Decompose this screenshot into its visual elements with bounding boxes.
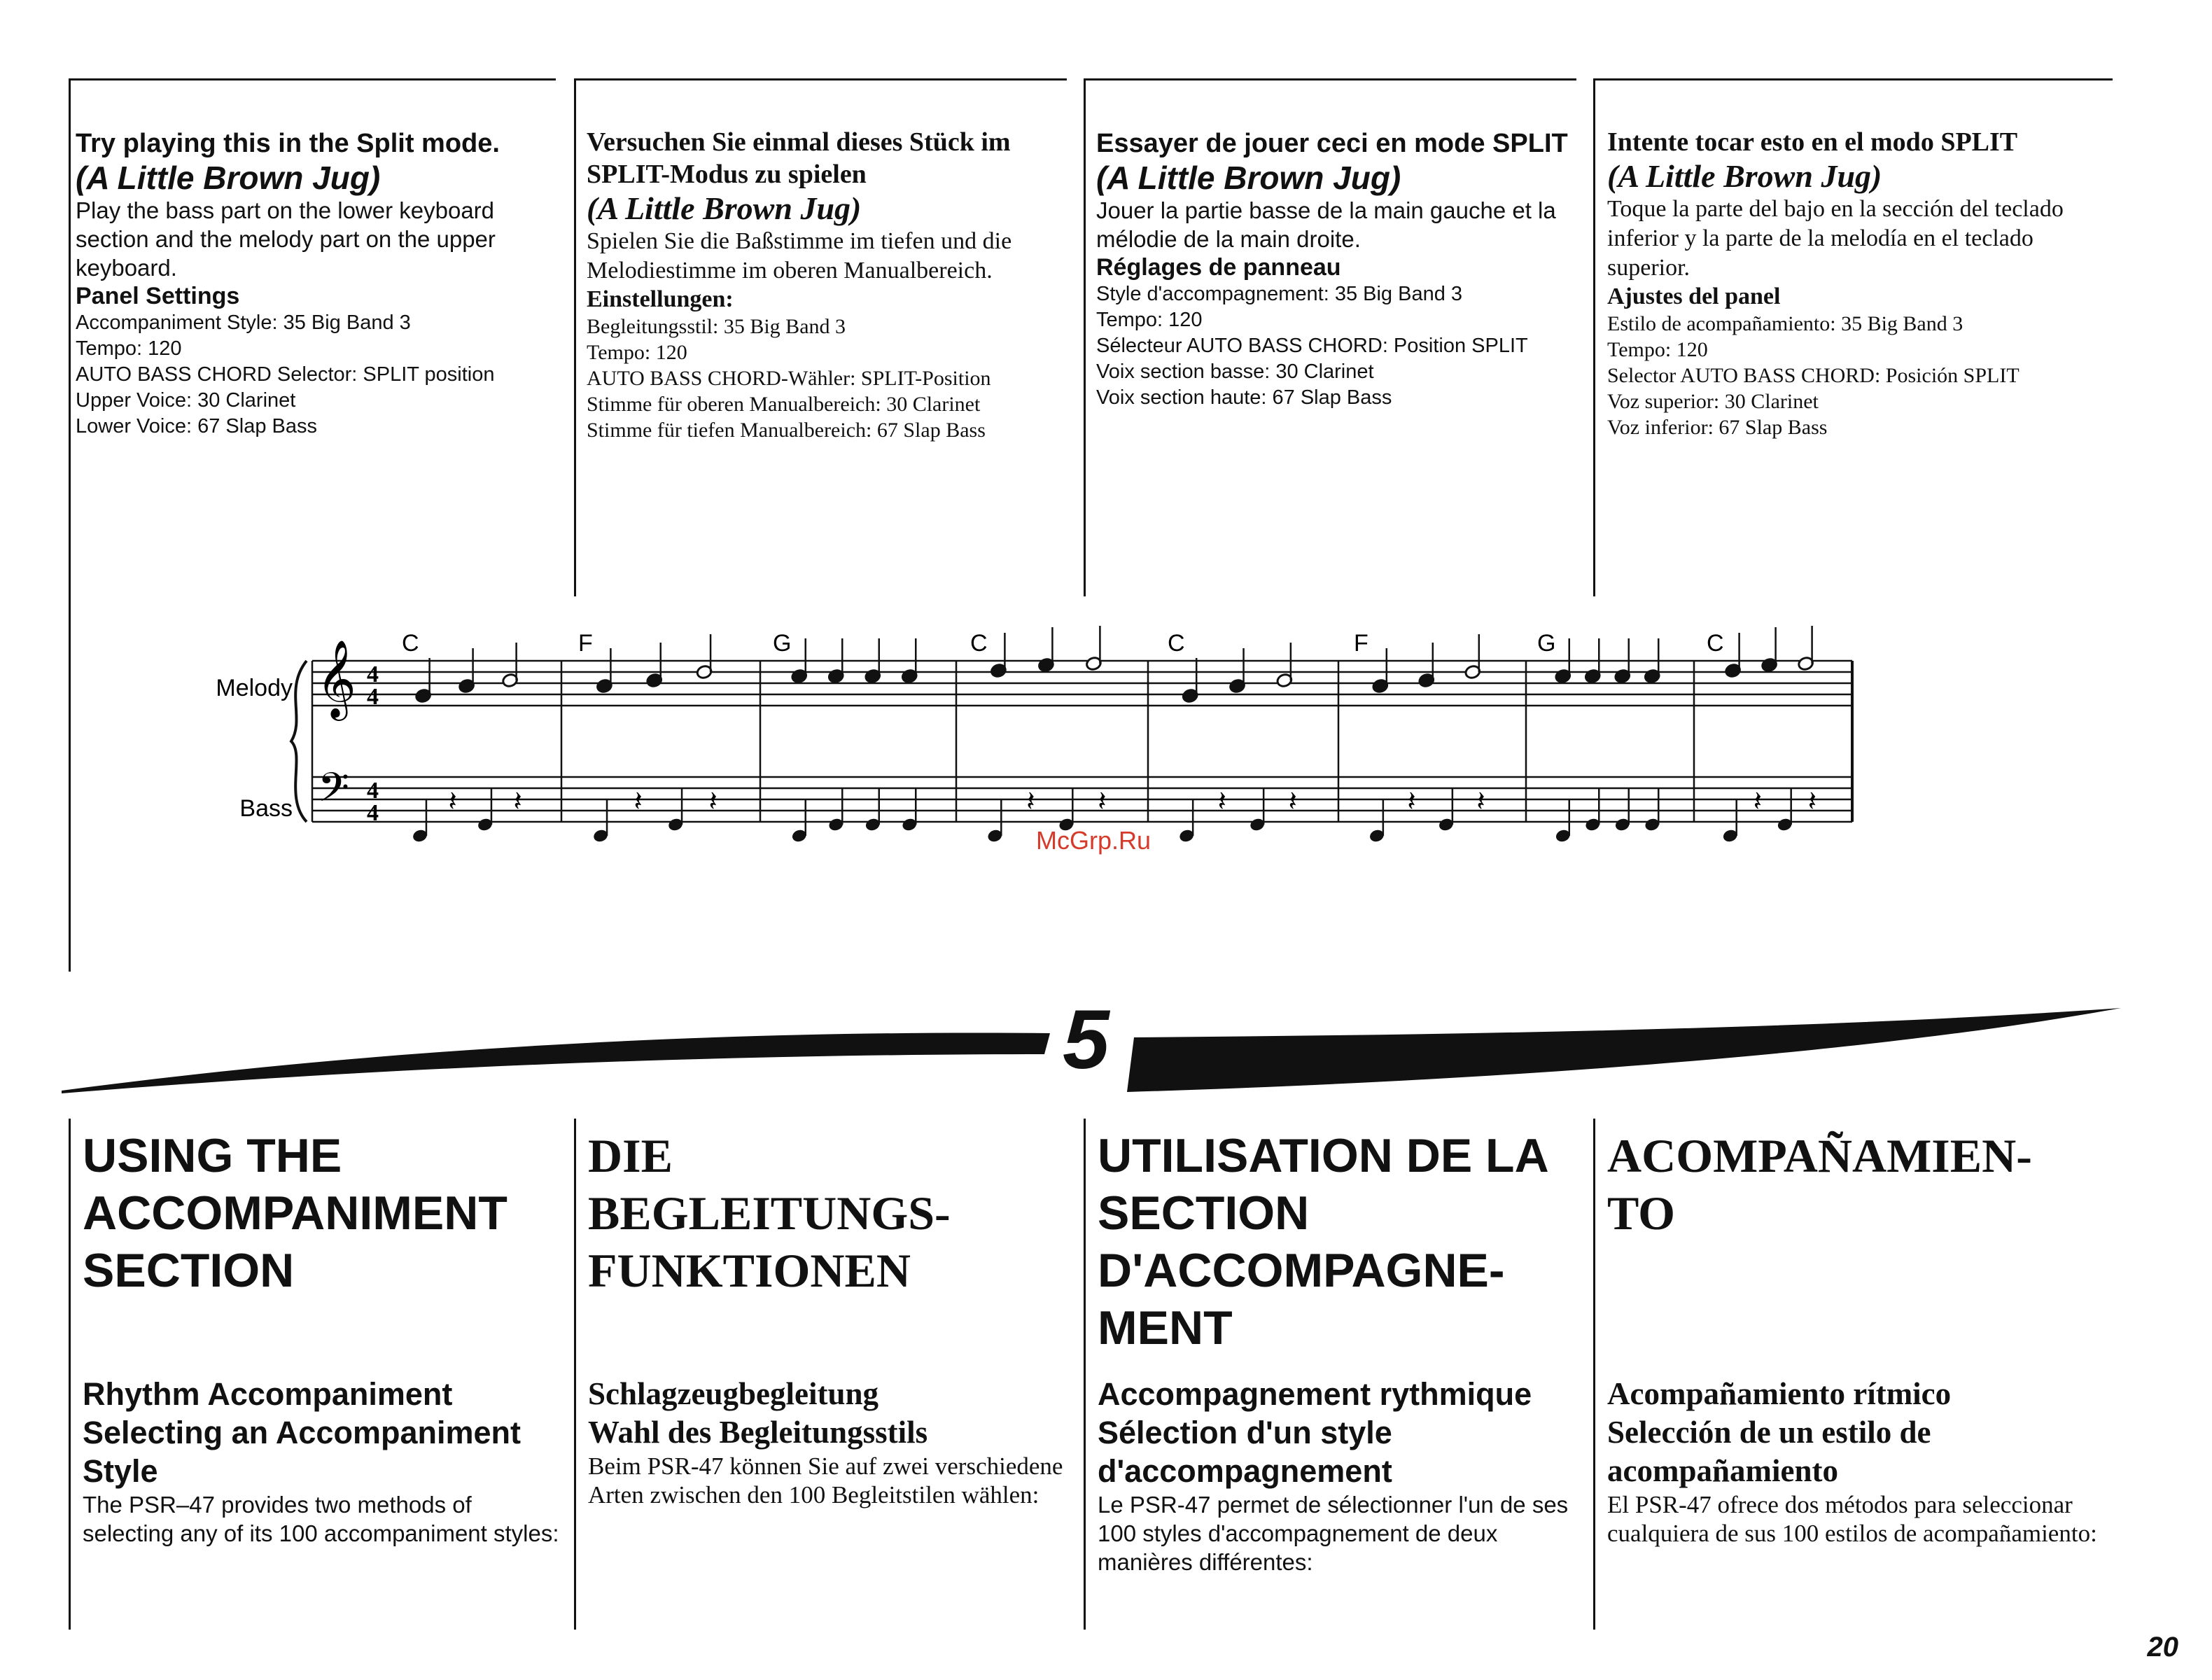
section-sub-fr-1: Accompagnement rythmique (1098, 1376, 1532, 1412)
section-title-de-1: DIE (588, 1129, 673, 1182)
section-title-es (1607, 1127, 2111, 1242)
setting-upper-fr: Voix section haute: 67 Slap Bass (1096, 386, 1392, 409)
section-title-en-3: SECTION (83, 1244, 295, 1297)
setting-style-en: Accompaniment Style: 35 Big Band 3 (76, 312, 411, 334)
settings-heading-fr: Réglages de panneau (1096, 254, 1341, 281)
setting-upper-en: Upper Voice: 30 Clarinet (76, 389, 296, 412)
section-title-fr-1: UTILISATION DE LA (1098, 1129, 1549, 1182)
song-title-es: (A Little Brown Jug) (1607, 158, 1882, 194)
treble-time-top: 4 (367, 662, 379, 687)
bass-rest: 𝄽 (1407, 785, 1416, 818)
setting-lower-de: Stimme für tiefen Manualbereich: 67 Slap Bass (587, 419, 986, 442)
bass-rest: 𝄽 (1807, 785, 1816, 818)
setting-lower-es: Voz inferior: 67 Slap Bass (1607, 416, 1828, 439)
section-title-de-2: BEGLEITUNGS- (588, 1186, 951, 1240)
section-sub-de-2: Wahl des Begleitungsstils (588, 1415, 928, 1450)
setting-lower-fr: Voix section basse: 30 Clarinet (1096, 360, 1374, 383)
section-number: 5 (1063, 993, 1110, 1086)
section-title-en-1: USING THE (83, 1129, 342, 1182)
bass-time-bottom: 4 (367, 800, 379, 826)
watermark: McGrp.Ru (1036, 826, 1152, 855)
section-en (83, 1127, 566, 1548)
setting-style-es: Estilo de acompañamiento: 35 Big Band 3 (1607, 312, 1963, 335)
setting-tempo-de: Tempo: 120 (587, 341, 687, 364)
section-sub-es-3: acompañamiento (1607, 1453, 1838, 1488)
split-body-fr: Jouer la partie basse de la main gauche et la mélodie de la main droite. (1096, 197, 1556, 252)
bass-clef: 𝄢 (318, 764, 350, 821)
bass-rest: 𝄽 (1288, 785, 1297, 818)
brace (291, 661, 307, 822)
setting-upper-de: Stimme für oberen Manualbereich: 30 Clarinet (587, 393, 981, 416)
treble-clef: 𝄞 (316, 639, 356, 718)
section-sub-fr-2: Sélection d'un style (1098, 1415, 1392, 1450)
song-title-en: (A Little Brown Jug) (76, 160, 381, 196)
chord-4: C (970, 630, 988, 657)
bottom-divider-2 (574, 1119, 576, 1630)
section-intro-es: El PSR-47 ofrece dos métodos para seleccionar cualquiera de sus 100 estilos de acompañamiento: (1607, 1491, 2097, 1547)
bass-label: Bass (239, 795, 293, 822)
chord-5: C (1168, 630, 1185, 657)
split-title-es: Intente tocar esto en el modo SPLIT (1607, 127, 2018, 157)
setting-style-de: Begleitungsstil: 35 Big Band 3 (587, 315, 846, 338)
section-sub-en-3: Style (83, 1453, 158, 1489)
song-title-fr: (A Little Brown Jug) (1096, 160, 1401, 196)
split-title-fr: Essayer de jouer ceci en mode SPLIT (1096, 129, 1568, 158)
split-title-de: Versuchen Sie einmal dieses Stück im SPLIT-Modus zu spielen (587, 127, 1011, 189)
section-es (1607, 1127, 2111, 1548)
section-title-fr-2: SECTION (1098, 1186, 1310, 1240)
bass-rest: 𝄽 (1217, 785, 1226, 818)
bass-rest: 𝄽 (1026, 785, 1035, 818)
setting-tempo-en: Tempo: 120 (76, 337, 182, 360)
bass-rest: 𝄽 (448, 785, 457, 818)
chord-1: C (402, 630, 419, 657)
section-sub-en-1: Rhythm Accompaniment (83, 1376, 453, 1412)
setting-abc-es: Selector AUTO BASS CHORD: Posición SPLIT (1607, 364, 2019, 387)
setting-abc-de: AUTO BASS CHORD-Wähler: SPLIT-Position (587, 367, 991, 390)
melody-label: Melody (216, 675, 293, 701)
section-title-fr-3: D'ACCOMPAGNE- (1098, 1244, 1505, 1297)
bass-rest: 𝄽 (513, 785, 522, 818)
bass-time-top: 4 (367, 778, 379, 804)
section-sub-es (1607, 1375, 2111, 1490)
section-title-en (83, 1127, 566, 1299)
section-sub-fr (1098, 1375, 1588, 1490)
section-sub-es-2: Selección de un estilo de (1607, 1415, 1931, 1450)
bass-rest: 𝄽 (1753, 785, 1762, 818)
chord-2: F (578, 630, 593, 657)
setting-upper-es: Voz superior: 30 Clarinet (1607, 390, 1819, 413)
settings-heading-de: Einstellungen: (587, 286, 734, 312)
section-intro-de: Beim PSR-47 können Sie auf zwei verschiedene Arten zwischen den 100 Begleitstilen wählen: (588, 1452, 1063, 1508)
section-sub-es-1: Acompañamiento rítmico (1607, 1376, 1952, 1411)
chord-6: F (1354, 630, 1368, 657)
setting-tempo-es: Tempo: 120 (1607, 338, 1708, 361)
bottom-divider-3 (1084, 1119, 1086, 1630)
setting-abc-fr: Sélecteur AUTO BASS CHORD: Position SPLIT (1096, 335, 1528, 357)
page-number: 20 (2147, 1632, 2178, 1662)
setting-style-fr: Style d'accompagnement: 35 Big Band 3 (1096, 283, 1463, 305)
setting-abc-en: AUTO BASS CHORD Selector: SPLIT position (76, 363, 495, 386)
section-intro-en: The PSR–47 provides two methods of selecting any of its 100 accompaniment styles: (83, 1492, 559, 1546)
bottom-divider-1 (69, 1119, 71, 1630)
setting-tempo-fr: Tempo: 120 (1096, 309, 1203, 331)
bass-rest: 𝄽 (1476, 785, 1485, 818)
treble-time-bottom: 4 (367, 684, 379, 710)
section-title-de-3: FUNKTIONEN (588, 1244, 911, 1297)
split-title-en: Try playing this in the Split mode. (76, 129, 500, 158)
split-body-de: Spielen Sie die Baßstimme im tiefen und die Melodiestimme im oberen Manualbereich. (587, 228, 1012, 284)
bottom-divider-4 (1593, 1119, 1595, 1630)
section-title-de (588, 1127, 1071, 1299)
section-sub-de (588, 1375, 1071, 1452)
settings-heading-en: Panel Settings (76, 283, 240, 309)
section-intro-fr: Le PSR-47 permet de sélectionner l'un de ses 100 styles d'accompagnement de deux manières différentes: (1098, 1492, 1569, 1575)
section-sub-en (83, 1375, 566, 1490)
bass-rest: 𝄽 (1098, 785, 1107, 818)
chord-8: C (1707, 630, 1724, 657)
section-title-es-1: ACOMPAÑAMIEN- (1607, 1129, 2032, 1182)
section-de (588, 1127, 1071, 1509)
chord-7: G (1537, 630, 1556, 657)
section-title-fr (1098, 1127, 1588, 1357)
setting-lower-en: Lower Voice: 67 Slap Bass (76, 415, 317, 438)
bass-rest: 𝄽 (634, 785, 643, 818)
section-title-fr-4: MENT (1098, 1301, 1233, 1354)
section-fr (1098, 1127, 1588, 1576)
split-body-en: Play the bass part on the lower keyboard section and the melody part on the upper keyboard. (76, 197, 496, 281)
settings-heading-es: Ajustes del panel (1607, 284, 1781, 309)
section-sub-de-1: Schlagzeugbegleitung (588, 1376, 879, 1411)
chord-3: G (773, 630, 792, 657)
section-title-es-2: TO (1607, 1186, 1676, 1240)
section-sub-en-2: Selecting an Accompaniment (83, 1415, 521, 1450)
split-body-es: Toque la parte del bajo en la sección del teclado inferior y la parte de la melodía en el teclado superior. (1607, 196, 2064, 281)
bass-rest: 𝄽 (708, 785, 718, 818)
section-title-en-2: ACCOMPANIMENT (83, 1186, 507, 1240)
section-sub-fr-3: d'accompagnement (1098, 1453, 1392, 1489)
song-title-de: (A Little Brown Jug) (587, 190, 862, 226)
